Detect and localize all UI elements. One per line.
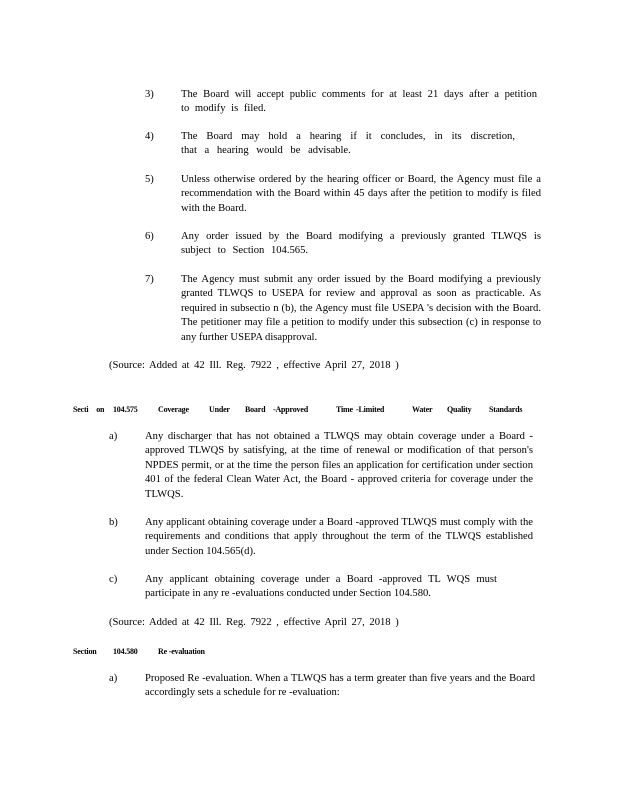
section-label: Section (73, 647, 97, 656)
section-heading-104-580 (73, 647, 373, 659)
subsection-letter: a) (109, 673, 118, 684)
section-title-word: Time (336, 405, 353, 414)
list-item-text: The Agency must submit any order issued by the Board modifying a previously granted TLWQS to USEPA for review and approval as soon as practicable. As required in subsectio n (b), the Agency must file USEPA 's decision with the Board. The petitioner may file a petition to modify under this subsection (c) in response to any further USEPA disapproval. (181, 274, 541, 343)
section-heading-104-575 (73, 405, 543, 417)
list-item-text: The Board may hold a hearing if it concludes, in its discretion, that a hearing would be advisable. (181, 131, 515, 157)
section-title-word: -Limited (356, 405, 385, 414)
source-note: (Source: Added at 42 Ill. Reg. 7922 , effective April 27, 2018 ) (109, 617, 399, 628)
section-number: 104.575 (113, 405, 138, 414)
section-number: 104.580 (113, 647, 138, 656)
subsection-letter: c) (109, 574, 118, 585)
list-item-text: Unless otherwise ordered by the hearing officer or Board, the Agency must file a recommendation with the Board within 45 days after the petition to modify is filed with the Board. (181, 174, 541, 214)
list-item-number: 6) (145, 231, 154, 242)
section-title-word: Standards (489, 405, 523, 414)
list-item-number: 4) (145, 131, 154, 142)
section-title: Re -evaluation (158, 647, 205, 656)
list-item-number: 7) (145, 274, 154, 285)
list-item-text: Any order issued by the Board modifying a previously granted TLWQS is subject to Section 104.565. (181, 231, 541, 257)
list-item-text: The Board will accept public comments for at least 21 days after a petition to modify is filed. (181, 89, 537, 115)
subsection-text: Any discharger that has not obtained a TLWQS may obtain coverage under a Board -approved TLWQS by satisfying, at the time of renewal or modification of that person's NPDES permit, or at the time the person files an application for certification under section 401 of the federal Clean Water Act, the Board - approved criteria for coverage under the TLWQS. (145, 431, 533, 500)
source-note: (Source: Added at 42 Ill. Reg. 7922 , effective April 27, 2018 ) (109, 360, 399, 371)
subsection-text: Any applicant obtaining coverage under a Board -approved TLWQS must comply with the requirements and conditions that apply throughout the term of the TLWQS established under Section 104.565(d). (145, 517, 533, 557)
section-title-word: Board (245, 405, 266, 414)
section-title-word: Coverage (158, 405, 189, 414)
section-label: Secti on (73, 405, 105, 414)
section-title-word: Quality (447, 405, 472, 414)
section-title-word: -Approved (273, 405, 308, 414)
subsection-text: Proposed Re -evaluation. When a TLWQS has a term greater than five years and the Board accordingly sets a schedule for re -evaluation: (145, 673, 535, 699)
subsection-text: Any applicant obtaining coverage under a Board -approved TL WQS must participate in any re -evaluations conducted under Section 104.580. (145, 574, 497, 600)
section-title-word: Under (209, 405, 230, 414)
section-title-word: Water (412, 405, 433, 414)
list-item-number: 5) (145, 174, 154, 185)
subsection-letter: a) (109, 431, 118, 442)
subsection-letter: b) (109, 517, 118, 528)
list-item-number: 3) (145, 89, 154, 100)
